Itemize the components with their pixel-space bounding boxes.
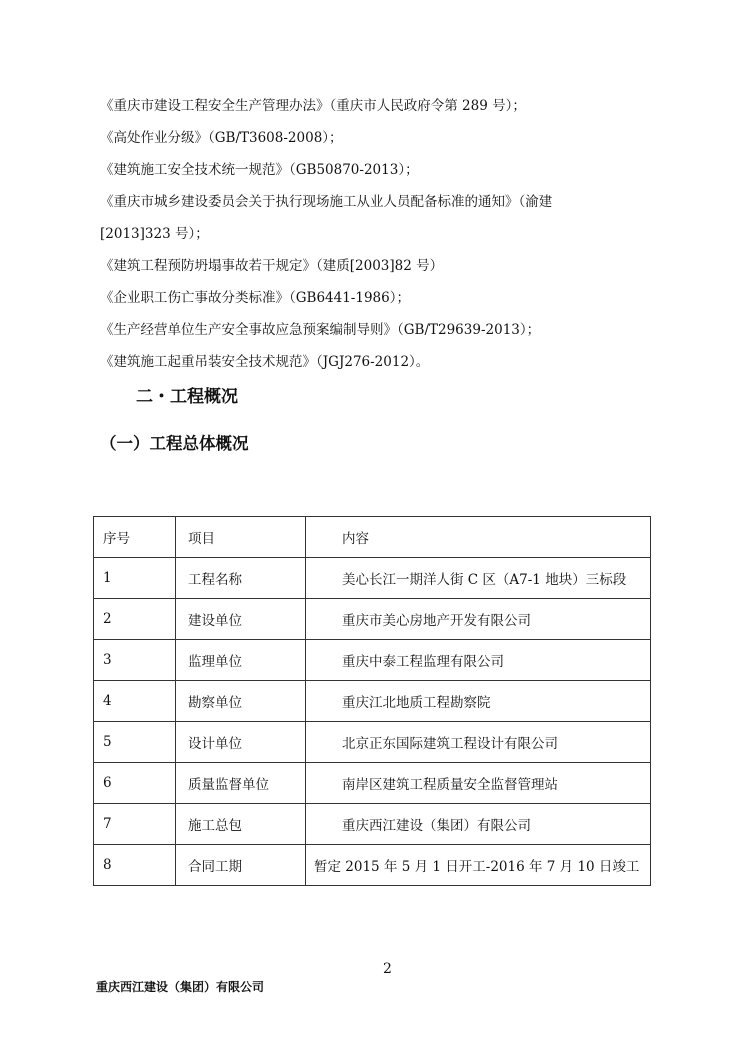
cell-index: 8 [94, 845, 176, 886]
table-row [94, 845, 651, 886]
cell-index: 2 [94, 599, 176, 640]
reference-item: 《重庆市建设工程安全生产管理办法》（重庆市人民政府令第 289 号）； [100, 98, 526, 114]
cell-content: 南岸区建筑工程质量安全监督管理站 [306, 763, 651, 804]
reference-item: 《建筑施工起重吊装安全技术规范》（JGJ276-2012）。 [100, 354, 430, 370]
cell-item: 质量监督单位 [176, 763, 306, 804]
footer-company: 重庆西江建设（集团）有限公司 [96, 980, 265, 994]
reference-item: 《企业职工伤亡事故分类标准》（GB6441-1986）； [100, 290, 410, 306]
table-row [94, 804, 651, 845]
cell-item: 勘察单位 [176, 681, 306, 722]
table-header-row [94, 517, 651, 558]
cell-index: 3 [94, 640, 176, 681]
cell-item: 合同工期 [176, 845, 306, 886]
header-cell-item: 项目 [176, 517, 306, 558]
page-number: 2 [383, 961, 392, 977]
subsection-title: （一）工程总体概况 [100, 434, 249, 453]
cell-index: 7 [94, 804, 176, 845]
cell-index: 5 [94, 722, 176, 763]
reference-item: 《建筑工程预防坍塌事故若干规定》（建质[2003]82 号） [100, 258, 444, 274]
header-cell-content: 内容 [306, 517, 651, 558]
cell-index: 1 [94, 558, 176, 599]
cell-item: 设计单位 [176, 722, 306, 763]
cell-content: 重庆江北地质工程勘察院 [306, 681, 651, 722]
cell-item: 监理单位 [176, 640, 306, 681]
cell-item: 施工总包 [176, 804, 306, 845]
cell-content: 重庆市美心房地产开发有限公司 [306, 599, 651, 640]
table-row [94, 640, 651, 681]
header-cell-index: 序号 [94, 517, 176, 558]
cell-content: 重庆中泰工程监理有限公司 [306, 640, 651, 681]
cell-content: 北京正东国际建筑工程设计有限公司 [306, 722, 651, 763]
reference-item: 《生产经营单位生产安全事故应急预案编制导则》（GB/T29639-2013）； [100, 322, 541, 338]
section-title: 二・工程概况 [136, 387, 238, 407]
cell-content: 暂定 2015 年 5 月 1 日开工-2016 年 7 月 10 日竣工 [306, 845, 651, 886]
table-row [94, 681, 651, 722]
reference-item: [2013]323 号）； [100, 226, 209, 242]
reference-list [100, 90, 660, 378]
reference-item: 《高处作业分级》（GB/T3608-2008）； [100, 130, 343, 146]
cell-content: 重庆西江建设（集团）有限公司 [306, 804, 651, 845]
reference-item: 《建筑施工安全技术统一规范》（GB50870-2013）； [100, 162, 419, 178]
cell-item: 建设单位 [176, 599, 306, 640]
table-row [94, 599, 651, 640]
project-overview-table [93, 516, 651, 886]
cell-index: 4 [94, 681, 176, 722]
table-row [94, 763, 651, 804]
reference-item: 《重庆市城乡建设委员会关于执行现场施工从业人员配备标准的通知》（渝建 [100, 194, 553, 210]
table-row [94, 722, 651, 763]
cell-index: 6 [94, 763, 176, 804]
cell-content: 美心长江一期洋人街 C 区（A7-1 地块）三标段 [306, 558, 651, 599]
table-row [94, 558, 651, 599]
cell-item: 工程名称 [176, 558, 306, 599]
